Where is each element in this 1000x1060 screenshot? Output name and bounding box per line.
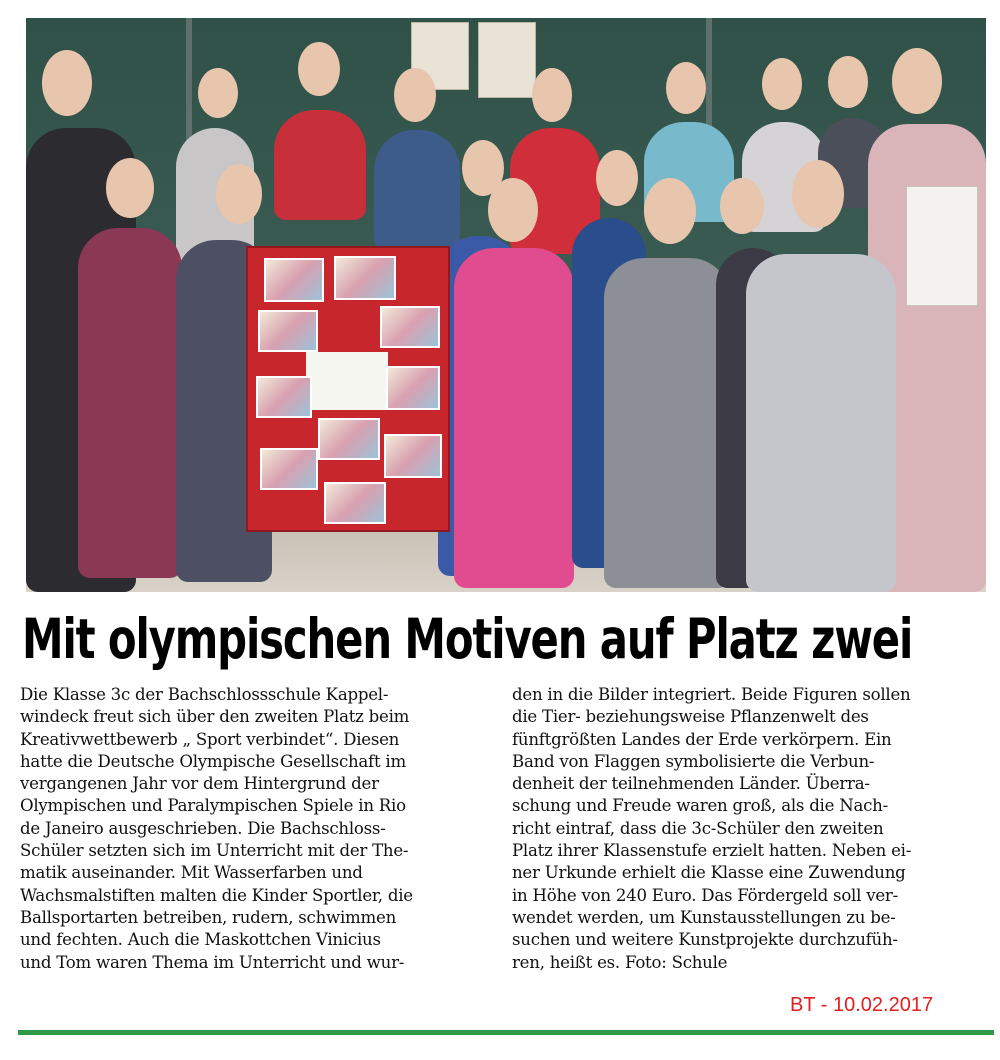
text-line: Die Klasse 3c der Bachschlossschule Kappel- [20, 685, 389, 704]
child-head [298, 42, 340, 96]
child-head [762, 58, 802, 110]
poster-picture [380, 306, 440, 348]
text-line: wendet werden, um Kunstausstellungen zu be- [512, 907, 896, 927]
text-line: Olympischen und Paralympischen Spiele in Rio [20, 796, 406, 816]
child-head [644, 178, 696, 244]
green-rule [18, 1030, 994, 1035]
text-line: fünftgrößten Landes der Erde verkörpern. Ein [512, 729, 892, 749]
child-head [394, 68, 436, 122]
text-line: Kreativwettbewerb „ Sport verbindet“. Diesen [20, 729, 400, 749]
text-line: matik auseinander. Mit Wasserfarben und [20, 863, 363, 883]
text-line: de Janeiro ausgeschrieben. Die Bachschloss- [20, 818, 386, 838]
poster-picture [384, 434, 442, 478]
article-column-1 [20, 684, 498, 974]
child [454, 248, 574, 588]
poster-picture [386, 366, 440, 410]
text-line: Platz ihrer Klassenstufe erzielt hatten. Neben ei- [512, 841, 912, 861]
child [604, 258, 730, 588]
child-head [106, 158, 154, 218]
child-head [488, 178, 538, 242]
child [274, 110, 366, 220]
text-line: die Tier- beziehungsweise Pflanzenwelt des [512, 707, 869, 727]
text-line: schung und Freude waren groß, als die Nach- [512, 796, 888, 816]
text-line: Band von Flaggen symbolisierte die Verbun- [512, 751, 875, 771]
poster [246, 246, 450, 532]
text-line: suchen und weitere Kunstprojekte durchzufüh- [512, 930, 898, 950]
poster-picture [324, 482, 386, 524]
text-line: vergangenen Jahr vor dem Hintergrund der [20, 774, 379, 794]
child-head [828, 56, 868, 108]
poster-note [306, 352, 388, 410]
wall-drawing [478, 22, 536, 98]
child-head [666, 62, 706, 114]
text-line: und Tom waren Thema im Unterricht und wur- [20, 952, 405, 972]
child-head [720, 178, 764, 234]
child-head [198, 68, 238, 118]
child-head [532, 68, 572, 122]
text-line: hatte die Deutsche Olympische Gesellschaft im [20, 751, 406, 771]
poster-picture [318, 418, 380, 460]
text-line: in Höhe von 240 Euro. Das Fördergeld soll ver- [512, 885, 898, 905]
text-line: richt eintraf, dass die 3c-Schüler den zweiten [512, 818, 884, 838]
dateline: BT - 10.02.2017 [790, 994, 934, 1016]
child [78, 228, 182, 578]
child-head [216, 164, 262, 224]
text-line: den in die Bilder integriert. Beide Figuren sollen [512, 685, 911, 704]
text-line: ner Urkunde erhielt die Klasse eine Zuwendung [512, 863, 906, 883]
poster-picture [256, 376, 312, 418]
text-line: Wachsmalstiften malten die Kinder Sportler, die [20, 885, 413, 905]
certificate [906, 186, 978, 306]
text-line: Schüler setzten sich im Unterricht mit der The- [20, 841, 409, 861]
child-head [792, 160, 844, 228]
child-head [596, 150, 638, 206]
poster-picture [260, 448, 318, 490]
poster-picture [334, 256, 396, 300]
poster-picture [258, 310, 318, 352]
text-line: und fechten. Auch die Maskottchen Vinicius [20, 930, 381, 950]
child [374, 130, 460, 250]
article-column-2 [512, 684, 990, 974]
class-photo [26, 18, 986, 592]
text-line: ren, heißt es. Foto: Schule [512, 952, 728, 972]
poster-picture [264, 258, 324, 302]
text-line: windeck freut sich über den zweiten Platz beim [20, 707, 410, 727]
article-headline: Mit olympischen Motiven auf Platz zwei [22, 607, 913, 671]
teacher-head [42, 50, 92, 116]
teacher-head [892, 48, 942, 114]
child [746, 254, 896, 592]
text-line: denheit der teilnehmenden Länder. Überra- [512, 774, 870, 794]
text-line: Ballsportarten betreiben, rudern, schwimmen [20, 907, 397, 927]
